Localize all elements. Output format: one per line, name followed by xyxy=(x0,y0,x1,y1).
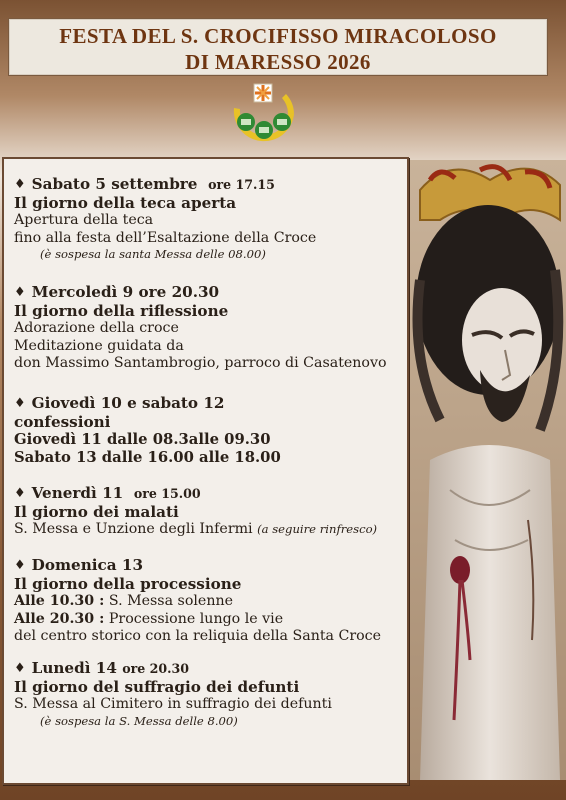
event-inline-note: (a seguire rinfresco) xyxy=(257,522,378,536)
event-header xyxy=(14,175,414,194)
event-header xyxy=(14,394,414,413)
event-title: Il giorno della processione xyxy=(14,575,242,593)
event-header xyxy=(14,283,414,302)
event-confessions xyxy=(14,394,414,467)
event-item xyxy=(14,611,414,629)
event-note: (è sospesa la santa Messa delle 08.00) xyxy=(40,247,266,262)
event-item-text: S. Messa solenne xyxy=(108,593,233,609)
event-date: Sabato 5 settembre xyxy=(31,175,198,193)
event-line: fino alla festa dell’Esaltazione della Croce xyxy=(14,229,317,246)
program-panel xyxy=(2,157,409,785)
diamond-icon: ♦ xyxy=(14,486,26,501)
event-header xyxy=(14,659,414,678)
event-line: Meditazione guidata da xyxy=(14,337,184,354)
event-item-label: Alle 20.30 : xyxy=(14,610,105,627)
event-header xyxy=(14,556,414,575)
confession-time: Giovedì 11 dalle 08.3alle 09.30 xyxy=(14,431,271,448)
event-line: Adorazione della croce xyxy=(14,320,179,336)
event-item xyxy=(14,593,414,611)
event-line: don Massimo Santambrogio, parroco di Casatenovo xyxy=(14,355,387,372)
crucifix-image xyxy=(410,160,566,780)
confession-time: Sabato 13 dalle 16.00 alle 18.00 xyxy=(14,449,281,466)
poster-title xyxy=(8,18,548,76)
event-wednesday-9 xyxy=(14,283,414,373)
event-title: Il giorno della riflessione xyxy=(14,302,229,320)
diamond-icon: ♦ xyxy=(14,558,26,573)
event-title: Il giorno del suffragio dei defunti xyxy=(14,678,300,696)
event-title: confessioni xyxy=(14,413,111,431)
event-time: ore 15.00 xyxy=(133,486,201,501)
event-item-label: Alle 10.30 : xyxy=(14,593,105,609)
title-line-1: FESTA DEL S. CROCIFISSO MIRACOLOSO xyxy=(59,24,497,48)
event-line: Apertura della teca xyxy=(14,212,154,228)
event-note: (è sospesa la S. Messa delle 8.00) xyxy=(40,713,238,728)
event-date: Mercoledì 9 xyxy=(31,283,134,301)
diamond-icon: ♦ xyxy=(14,661,26,676)
event-time: ore 20.30 xyxy=(122,661,190,676)
event-line: S. Messa al Cimitero in suffragio dei defunti xyxy=(14,696,332,712)
event-time: ore 20.30 xyxy=(138,283,220,301)
event-monday-14 xyxy=(14,659,414,729)
event-date: Giovedì 10 e sabato 12 xyxy=(31,394,225,412)
diamond-icon: ♦ xyxy=(14,396,26,411)
event-friday-11 xyxy=(14,484,414,539)
event-date: Domenica 13 xyxy=(31,556,144,574)
diamond-icon: ♦ xyxy=(14,177,26,192)
event-item-text: Processione lungo le vie xyxy=(108,610,284,627)
event-header xyxy=(14,484,414,503)
event-date: Lunedì 14 xyxy=(31,659,117,677)
event-saturday-5 xyxy=(14,175,414,262)
event-line: del centro storico con la reliquia della Santa Croce xyxy=(14,628,382,645)
event-title: Il giorno della teca aperta xyxy=(14,194,237,212)
event-line xyxy=(14,521,414,539)
event-time: ore 17.15 xyxy=(208,177,275,192)
diamond-icon: ♦ xyxy=(14,285,26,300)
event-title: Il giorno dei malati xyxy=(14,503,179,521)
title-line-2: DI MARESSO 2026 xyxy=(185,50,371,74)
event-date: Venerdì 11 xyxy=(31,484,124,502)
parish-emblem-icon xyxy=(228,80,300,156)
event-line-text: S. Messa e Unzione degli Infermi xyxy=(14,521,253,537)
event-sunday-13 xyxy=(14,556,414,646)
